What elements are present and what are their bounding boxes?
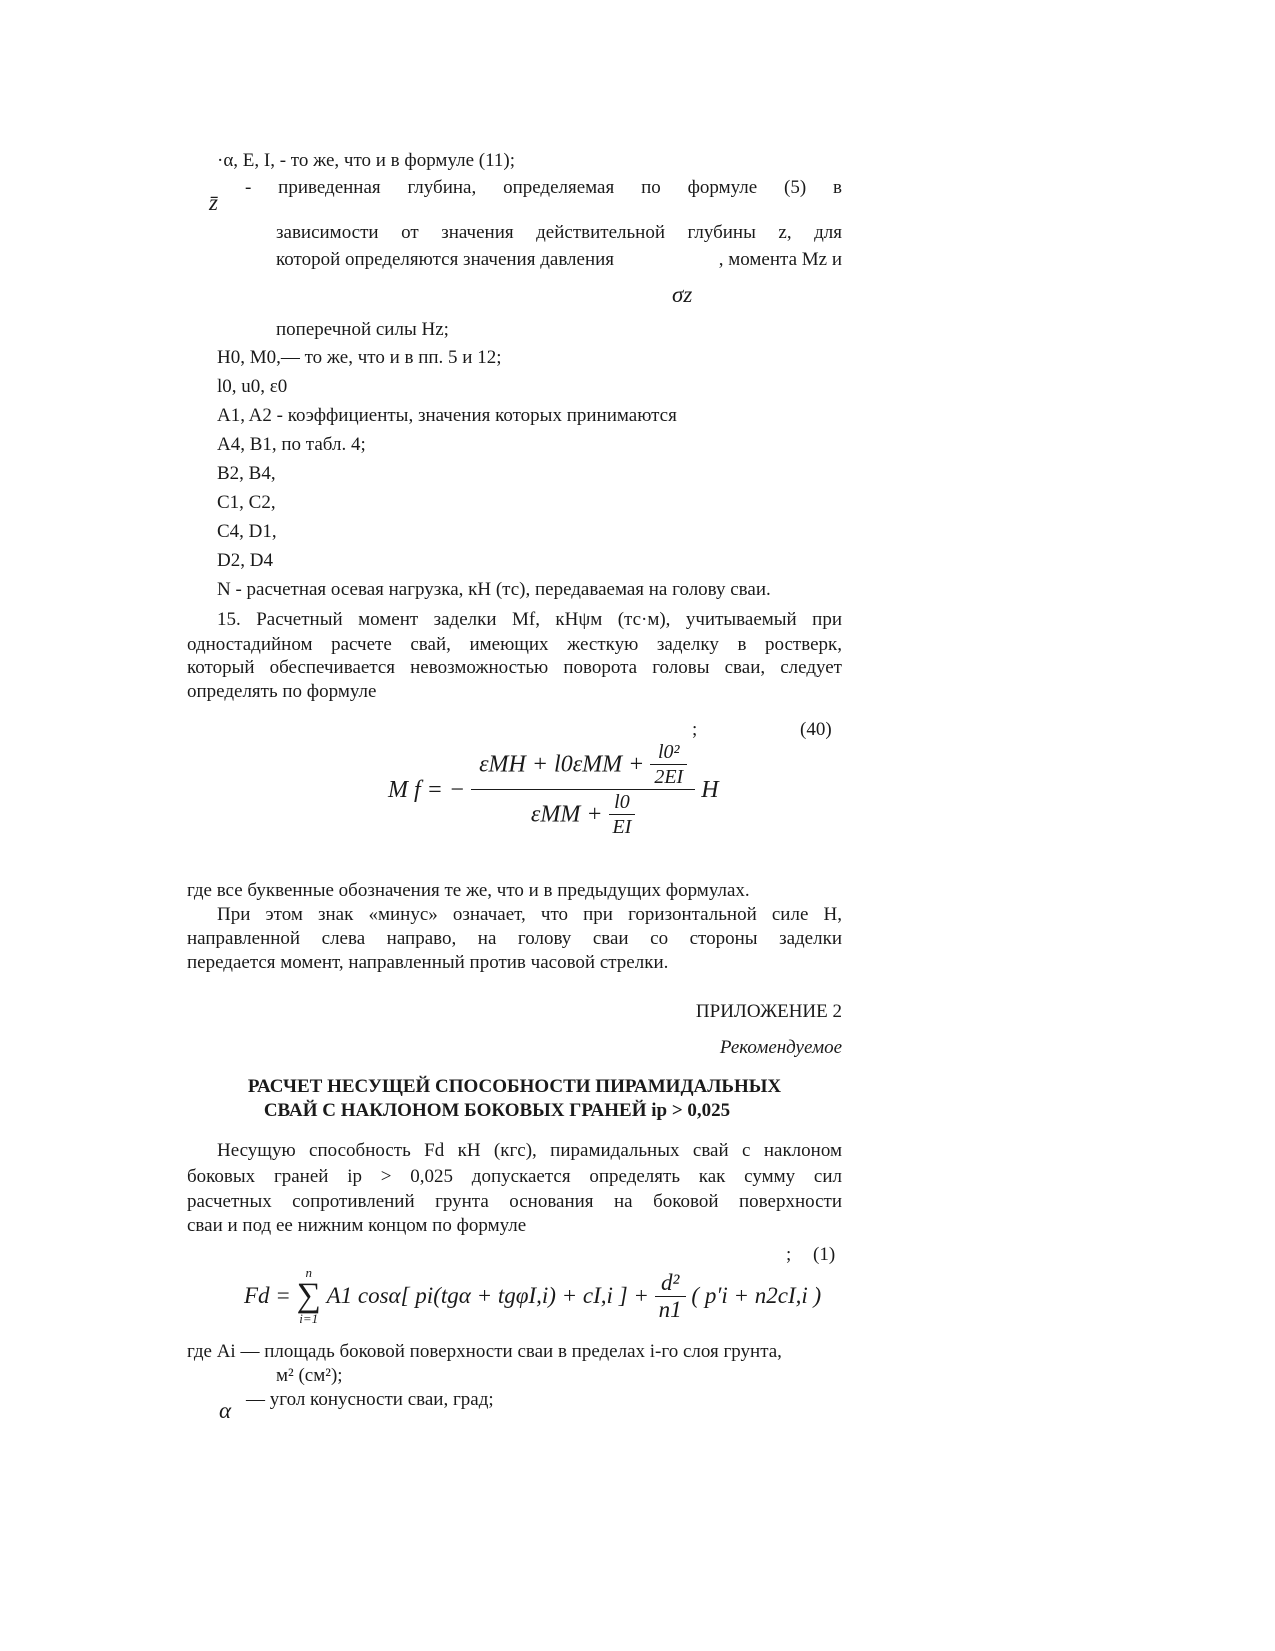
para-fd-line1: Несущую способность Fd кН (кгс), пирамидальных свай с наклоном [217, 1140, 842, 1161]
formula40-num-frac-bot: 2EI [654, 766, 684, 788]
formula1-tail: ( p′i + n2cI,i ) [691, 1283, 822, 1308]
formula40-semicolon: ; [692, 719, 698, 740]
zbar-symbol: z̄ [209, 190, 218, 215]
formula40-lhs: M f = − [388, 776, 466, 803]
def-d2-d4: D2, D4 [217, 550, 273, 571]
formula1-lhs: Fd = [244, 1283, 291, 1308]
after40-line4: передается момент, направленный против часовой стрелки. [187, 952, 669, 973]
sigma-icon: ∑ [296, 1277, 321, 1314]
formula40-num-fraction [650, 740, 687, 789]
sum-top: n [305, 1265, 312, 1280]
after40-line1: где все буквенные обозначения те же, что и в предыдущих формулах. [187, 880, 750, 901]
para15-line2: одностадийном расчете свай, имеющих жесткую заделку в ростверк, [187, 634, 842, 655]
after40-line2: При этом знак «минус» означает, что при горизонтальной силе H, [217, 904, 842, 925]
formula1-number: (1) [813, 1244, 836, 1265]
formula1-frac-bot: n1 [658, 1296, 682, 1322]
def-b2-b4: B2, B4, [217, 463, 276, 484]
sigma-z-symbol: σz [672, 282, 693, 307]
para-fd-line2: боковых граней ip > 0,025 допускается определять как сумму сил [187, 1166, 842, 1187]
formula-1 [244, 1266, 821, 1326]
def-n: N - расчетная осевая нагрузка, кН (тс), передаваемая на голову сваи. [217, 579, 771, 600]
appendix-status: Рекомендуемое [719, 1037, 842, 1058]
formula40-number: (40) [800, 719, 832, 740]
def-c1-c2: C1, C2, [217, 492, 276, 513]
appendix-label: ПРИЛОЖЕНИЕ 2 [695, 1001, 842, 1022]
formula40-denominator [471, 790, 695, 839]
def-zbar: - приведенная глубина, определяемая по формуле (5) в [245, 177, 842, 198]
formula40-main-fraction [471, 740, 695, 839]
after40-line3: направленной слева направо, на голову сваи со стороны заделки [187, 928, 842, 949]
alpha-symbol: α [219, 1398, 232, 1423]
def-zbar-cont2b: , момента Mz и [718, 249, 842, 270]
appendix-title-line2: СВАЙ С НАКЛОНОМ БОКОВЫХ ГРАНЕЙ ip > 0,025 [263, 1100, 731, 1121]
def-zbar-cont1: зависимости от значения действительной глубины z, для [276, 222, 842, 243]
formula40-num-a: εMH + l0εMM + [479, 751, 645, 778]
formula1-fraction [655, 1270, 686, 1323]
def-l0-u0: l0, u0, ε0 [217, 376, 288, 397]
para-fd-line3: расчетных сопротивлений грунта основания на боковой поверхности [187, 1191, 842, 1212]
where-alpha-text: — угол конусности сваи, град; [246, 1389, 494, 1410]
formula1-body: A1 cosα[ pi(tgα + tgφI,i) + cI,i ] + [326, 1283, 649, 1308]
def-zbar-cont3: поперечной силы Hz; [276, 319, 449, 340]
def-c4-d1: C4, D1, [217, 521, 277, 542]
formula1-frac-top: d² [655, 1270, 686, 1297]
where-ai-line2: м² (см²); [276, 1365, 343, 1386]
def-h0-m0: H0, M0,— то же, что и в пп. 5 и 12; [217, 347, 502, 368]
para-fd-line4: сваи и под ее нижним концом по формуле [187, 1215, 527, 1236]
where-ai-line1: где Ai — площадь боковой поверхности сваи в пределах i-го слоя грунта, [187, 1341, 782, 1362]
formula40-den-fraction [609, 790, 636, 839]
formula1-semicolon: ; [786, 1244, 792, 1265]
formula40-rhs: H [701, 776, 719, 803]
def-a1-a2: A1, A2 - коэффициенты, значения которых принимаются [217, 405, 677, 426]
sum-bottom: i=1 [299, 1311, 319, 1326]
formula40-den-frac-bot: EI [612, 816, 632, 838]
def-zbar-cont2a: которой определяются значения давления [276, 249, 615, 270]
appendix-title-line1: РАСЧЕТ НЕСУЩЕЙ СПОСОБНОСТИ ПИРАМИДАЛЬНЫХ [247, 1076, 782, 1097]
def-alpha-e-i: ·α, E, I, - то же, что и в формуле (11); [217, 150, 516, 171]
formula40-den-a: εMM + [530, 801, 603, 828]
formula40-numerator [471, 740, 695, 790]
def-a4-b1: A4, B1, по табл. 4; [217, 434, 366, 455]
para15-line4: определять по формуле [187, 681, 377, 702]
formula40-num-frac-top: l0² [650, 740, 687, 765]
sum-symbol [297, 1266, 321, 1326]
formula-40 [388, 740, 719, 839]
para15-line1: 15. Расчетный момент заделки Mf, кНψм (тс·м), учитываемый при [217, 609, 842, 630]
para15-line3: который обеспечивается невозможностью поворота головы сваи, следует [187, 657, 842, 678]
formula40-den-frac-top: l0 [609, 790, 636, 815]
